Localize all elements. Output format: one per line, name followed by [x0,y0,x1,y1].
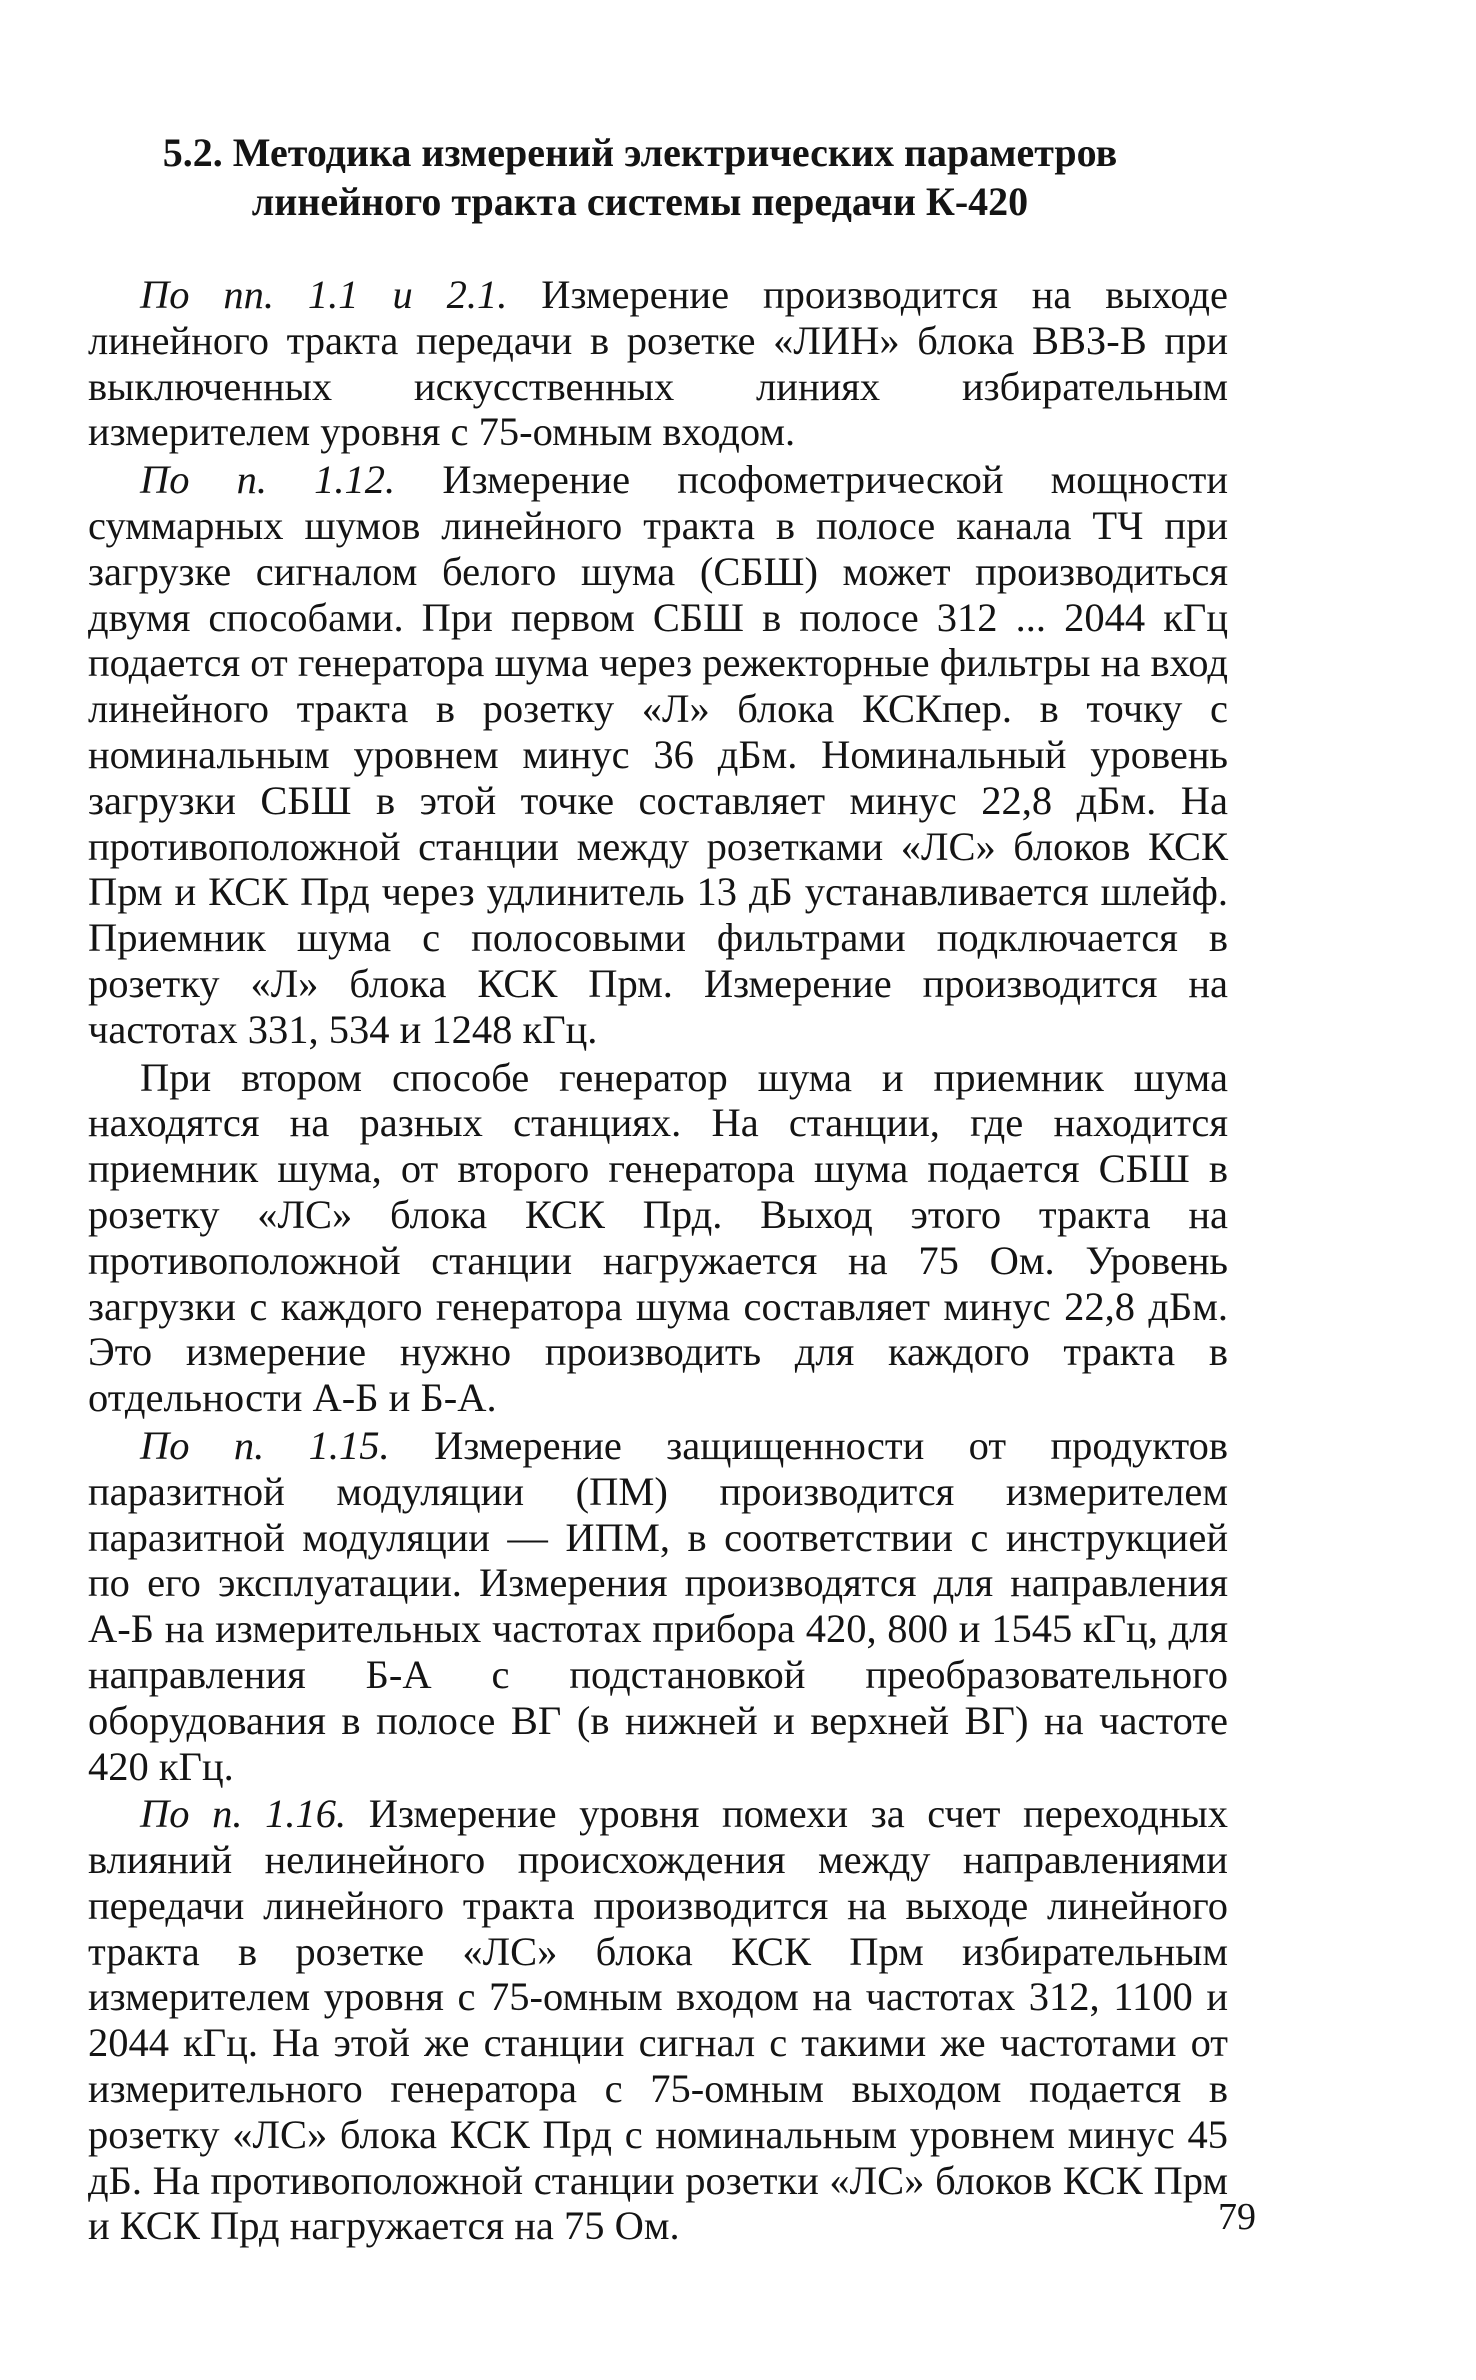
section-heading [140,128,1140,226]
body-text [88,272,1228,2249]
paragraph-text: Измерение производится на выходе линейного тракта передачи в розетке «ЛИН» блока ВВЗ-В при выключенных искусственных линиях избирательным измерителем уровня с 75-омным входом. [88,272,1228,455]
paragraph-text: Измерение уровня помехи за счет переходных влияний нелинейного происхождения между направлениями передачи линейного тракта производится на выходе линейного тракта в розетке «ЛС» блока КСК Прм избирательным измерителем уровня с 75-омным входом на частотах 312, 1100 и 2044 кГц. На этой же станции сигнал с такими же частотами от измерительного генератора с 75-омным выходом подается в розетку «ЛС» блока КСК Прд с номинальным уровнем минус 45 дБ. На противоположной станции розетки «ЛС» блоков КСК Прм и КСК Прд нагружается на 75 Ом. [88,1791,1228,2249]
paragraph-item-1-1 [88,272,1228,455]
paragraph-item-1-12 [88,457,1228,1052]
item-reference: По п. 1.16. [140,1791,347,1837]
item-reference: По п. 1.12. [140,457,396,503]
section-heading-line-2: линейного тракта системы передачи К-420 [251,179,1029,224]
paragraph-item-1-15 [88,1423,1228,1789]
paragraph-text: Измерение псофометрической мощности суммарных шумов линейного тракта в полосе канала ТЧ при загрузке сигналом белого шума (СБШ) может производиться двумя способами. При первом СБШ в полосе 312 ... 2044 кГц подается от генератора шума через режекторные фильтры на вход линейного тракта в розетку «Л» блока КСКпер. в точку с номинальным уровнем минус 36 дБм. Номинальный уровень загрузки СБШ в этой точке составляет минус 22,8 дБм. На противоположной станции между розетками «ЛС» блоков КСК Прм и КСК Прд через удлинитель 13 дБ устанавливается шлейф. Приемник шума с полосовыми фильтрами подключается в розетку «Л» блока КСК Прм. Измерение производится на частотах 331, 534 и 1248 кГц. [88,457,1228,1052]
paragraph-item-1-16 [88,1791,1228,2249]
section-heading-line-1: 5.2. Методика измерений электрических параметров [162,130,1118,175]
item-reference: По п. 1.15. [140,1422,390,1468]
item-reference: По пп. 1.1 и 2.1. [140,272,508,317]
paragraph-second-method [88,1055,1228,1421]
paragraph-text: Измерение защищенности от продуктов паразитной модуляции (ПМ) производится измерителем паразитной модуляции — ИПМ, в соответствии с инструкцией по его эксплуатации. Измерения производятся для направления А-Б на измерительных частотах прибора 420, 800 и 1545 кГц, для направления Б-А с подстановкой преобразовательного оборудования в полосе ВГ (в нижней и верхней ВГ) на частоте 420 кГц. [88,1422,1228,1789]
page-number: 79 [1218,2196,1256,2238]
paragraph-text: При втором способе генератор шума и приемник шума находятся на разных станциях. На станции, где находится приемник шума, от второго генератора шума подается СБШ в розетку «ЛС» блока КСК Прд. Выход этого тракта на противоположной станции нагружается на 75 Ом. Уровень загрузки с каждого генератора шума составляет минус 22,8 дБм. Это измерение нужно производить для каждого тракта в отдельности А-Б и Б-А. [88,1054,1228,1421]
